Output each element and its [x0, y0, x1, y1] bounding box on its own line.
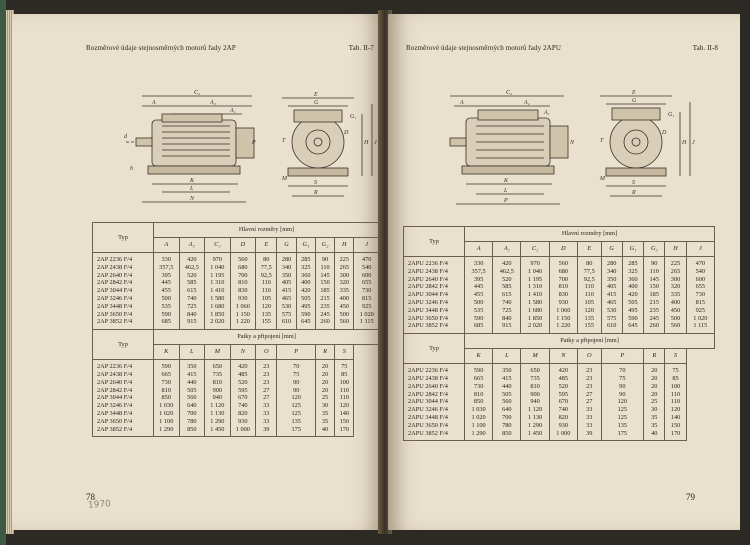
- column-header: C₂: [205, 238, 231, 253]
- drawing-label: D: [344, 130, 349, 136]
- column-header: H: [335, 238, 354, 253]
- column-header: P: [601, 349, 644, 364]
- left-page: [12, 14, 382, 530]
- value-column: 70 75 90 90 120 125 125 135 175: [601, 364, 644, 441]
- value-column: 560 680 700 810 830 930 1 060 1 150 1 220: [230, 253, 256, 330]
- right-page: [388, 14, 740, 530]
- motor-2apu-dimension-drawing: [440, 84, 702, 212]
- column-header: L: [493, 349, 521, 364]
- drawing-label: K: [190, 178, 195, 184]
- value-column: 560 680 700 810 830 930 1 060 1 150 1 220: [549, 257, 577, 334]
- value-column: 20 20 20 20 25 30 35 35 40: [315, 360, 334, 437]
- column-header: A: [465, 242, 493, 257]
- value-column: 20 20 20 20 25 30 35 35 40: [644, 364, 665, 441]
- value-column: 23 23 23 27 27 33 33 33 39: [256, 360, 277, 437]
- column-header: G: [277, 238, 296, 253]
- value-column: 470 540 600 655 730 815 925 1 020 1 115: [686, 257, 714, 334]
- column-header: N: [549, 349, 577, 364]
- value-column: 470 540 600 655 730 815 925 1 020 1 115: [354, 253, 380, 330]
- drawing-label: C₂: [194, 90, 201, 96]
- drawing-label: N: [190, 196, 195, 202]
- column-header: K: [154, 345, 180, 360]
- drawing-label: A₁: [230, 108, 236, 114]
- drawing-label: A: [152, 100, 156, 106]
- drawing-label: S: [632, 180, 635, 186]
- column-header: C₂: [521, 242, 549, 257]
- column-header: M: [521, 349, 549, 364]
- drawing-label: G₁: [350, 114, 357, 120]
- value-column: 90 110 145 150 185 215 235 245 260: [315, 253, 334, 330]
- drawing-label: D: [662, 130, 667, 136]
- column-header: H: [665, 242, 686, 257]
- column-header: L: [179, 345, 205, 360]
- column-header: E: [256, 238, 277, 253]
- typ-header: Typ: [93, 223, 154, 253]
- drawing-label: P: [252, 140, 256, 146]
- value-column: 225 265 300 320 335 400 450 500 560: [335, 253, 354, 330]
- motor-type-list: 2AP 2236 F/4 2AP 2438 F/4 2AP 2640 F/4 2AP 2842 F/4 2AP 3044 F/4 2AP 3246 F/4 2AP 3448 F/4 2AP 3650 F/4 2AP 3852 F/4: [93, 253, 154, 330]
- value-column: 590 665 730 810 850 1 030 1 020 1 100 1 290: [465, 364, 493, 441]
- column-header: G: [601, 242, 622, 257]
- column-header: S: [665, 349, 686, 364]
- feet-connection-header: Patky a připojení [mm]: [154, 330, 380, 345]
- value-column: 75 85 100 110 110 120 140 150 170: [335, 360, 354, 437]
- value-column: 350 415 440 505 560 640 700 780 850: [179, 360, 205, 437]
- value-column: 285 325 360 400 420 505 495 590 645: [296, 253, 315, 330]
- column-header: O: [256, 345, 277, 360]
- drawing-label: L: [504, 188, 508, 194]
- right-page-number: 79: [686, 492, 695, 502]
- column-header: J: [354, 238, 380, 253]
- column-header: A: [154, 238, 180, 253]
- value-column: 650 735 810 900 940 1 120 1 130 1 290 1 450: [521, 364, 549, 441]
- pencil-annotation: 1970: [87, 499, 112, 511]
- drawing-label: P: [504, 198, 508, 204]
- column-header: O: [577, 349, 601, 364]
- value-column: 23 23 23 27 27 33 33 33 39: [577, 364, 601, 441]
- value-column: 420 485 520 595 670 740 820 930 1 000: [549, 364, 577, 441]
- value-column: 330 357,5 395 445 455 500 535 590 685: [465, 257, 493, 334]
- value-column: 970 1 040 1 195 1 310 1 410 1 580 1 680 1 850 2 020: [205, 253, 231, 330]
- drawing-label: K: [504, 178, 509, 184]
- drawing-label: A₂: [524, 100, 530, 106]
- drawing-label: N: [570, 140, 575, 146]
- column-header: G₂: [644, 242, 665, 257]
- value-column: 80 77,5 92,5 110 110 105 120 135 155: [577, 257, 601, 334]
- column-header: P: [277, 345, 315, 360]
- column-header: D: [549, 242, 577, 257]
- drawing-label: G: [632, 98, 637, 104]
- typ-header: Typ: [93, 330, 154, 360]
- drawing-label: A₂: [210, 100, 216, 106]
- column-header: G₁: [622, 242, 643, 257]
- lower-data-block: [93, 360, 380, 437]
- value-column: 280 340 350 405 415 465 530 575 610: [277, 253, 296, 330]
- drawing-label: H: [682, 140, 687, 146]
- lower-data-block: [404, 364, 715, 441]
- main-dimensions-header: Hlavní rozměry [mm]: [154, 223, 380, 238]
- drawing-label: J: [692, 140, 695, 146]
- feet-connection-header: Patky a připojení [mm]: [465, 334, 715, 349]
- drawing-label: h: [130, 166, 133, 172]
- drawing-label: E: [314, 92, 318, 98]
- motor-2ap-dimension-drawing: [122, 84, 382, 212]
- column-header: D: [230, 238, 256, 253]
- value-column: 420 462,5 520 585 615 740 725 840 915: [179, 253, 205, 330]
- typ-header: Typ: [404, 334, 465, 364]
- column-header: A₂: [179, 238, 205, 253]
- left-page-title: Rozměrové údaje stejnosměrných motorů řady 2AP: [86, 44, 236, 52]
- drawing-label: E: [632, 90, 636, 96]
- upper-data-block: [93, 253, 380, 330]
- value-column: 420 485 520 595 670 740 820 930 1 000: [230, 360, 256, 437]
- left-dimension-table: [92, 222, 380, 437]
- right-table-number: Tab. II-8: [692, 44, 718, 52]
- column-header: J: [686, 242, 714, 257]
- drawing-label: S: [314, 180, 317, 186]
- value-column: 650 735 810 900 940 1 120 1 130 1 290 1 450: [205, 360, 231, 437]
- drawing-label: T: [282, 138, 286, 144]
- motor-type-list: 2APU 2236 F/4 2APU 2438 F/4 2APU 2640 F/4 2APU 2842 F/4 2APU 3044 F/4 2APU 3246 F/4 2APU 3448 F/4 2APU 3650 F/4 2APU 3852 F/4: [404, 257, 465, 334]
- right-dimension-table: [403, 226, 715, 441]
- column-header: S: [335, 345, 354, 360]
- drawing-label: L: [190, 186, 194, 192]
- column-header: G₁: [296, 238, 315, 253]
- column-header: N: [230, 345, 256, 360]
- column-header: G₂: [315, 238, 334, 253]
- drawing-label: A: [460, 100, 464, 106]
- column-header: A₂: [493, 242, 521, 257]
- value-column: 350 415 440 505 560 640 700 780 850: [493, 364, 521, 441]
- value-column: 280 340 350 405 415 465 530 575 610: [601, 257, 622, 334]
- upper-data-block: [404, 257, 715, 334]
- drawing-label: G: [314, 100, 319, 106]
- drawing-label: C₂: [506, 90, 513, 96]
- left-page-number: 78: [86, 492, 95, 502]
- column-header: K: [465, 349, 493, 364]
- motor-type-list: 2AP 2236 F/4 2AP 2438 F/4 2AP 2640 F/4 2AP 2842 F/4 2AP 3044 F/4 2AP 3246 F/4 2AP 3448 F/4 2AP 3650 F/4 2AP 3852 F/4: [93, 360, 154, 437]
- drawing-label: d: [124, 134, 127, 140]
- drawing-label: M: [600, 176, 605, 182]
- left-table-number: Tab. II-7: [348, 44, 374, 52]
- value-column: 80 77,5 92,5 110 110 105 120 135 155: [256, 253, 277, 330]
- value-column: 75 85 100 110 110 120 140 150 170: [665, 364, 686, 441]
- motor-type-list: 2APU 2236 F/4 2APU 2438 F/4 2APU 2640 F/4 2APU 2842 F/4 2APU 3044 F/4 2APU 3246 F/4 2APU 3448 F/4 2APU 3650 F/4 2APU 3852 F/4: [404, 364, 465, 441]
- main-dimensions-header: Hlavní rozměry [mm]: [465, 227, 715, 242]
- drawing-label: T: [600, 138, 604, 144]
- drawing-label: J: [374, 140, 377, 146]
- column-header: R: [644, 349, 665, 364]
- value-column: 590 665 730 810 850 1 030 1 020 1 100 1 290: [154, 360, 180, 437]
- typ-header: Typ: [404, 227, 465, 257]
- right-page-title: Rozměrové údaje stejnosměrných motorů řady 2APU: [406, 44, 561, 52]
- column-header: E: [577, 242, 601, 257]
- drawing-label: H: [364, 140, 369, 146]
- column-header: M: [205, 345, 231, 360]
- drawing-label: A₁: [544, 110, 550, 116]
- value-column: 970 1 040 1 195 1 310 1 410 1 580 1 680 1 850 2 020: [521, 257, 549, 334]
- drawing-label: M: [282, 176, 287, 182]
- drawing-label: R: [314, 190, 318, 196]
- drawing-label: G₁: [668, 112, 675, 118]
- column-header: R: [315, 345, 334, 360]
- value-column: 330 357,5 395 445 455 500 535 590 685: [154, 253, 180, 330]
- value-column: 90 110 145 150 185 215 235 245 260: [644, 257, 665, 334]
- value-column: 70 75 90 90 120 125 125 135 175: [277, 360, 315, 437]
- value-column: 420 462,5 520 585 615 740 725 840 915: [493, 257, 521, 334]
- value-column: 225 265 300 320 335 400 450 500 560: [665, 257, 686, 334]
- drawing-label: R: [632, 190, 636, 196]
- value-column: 285 325 360 400 420 505 495 590 645: [622, 257, 643, 334]
